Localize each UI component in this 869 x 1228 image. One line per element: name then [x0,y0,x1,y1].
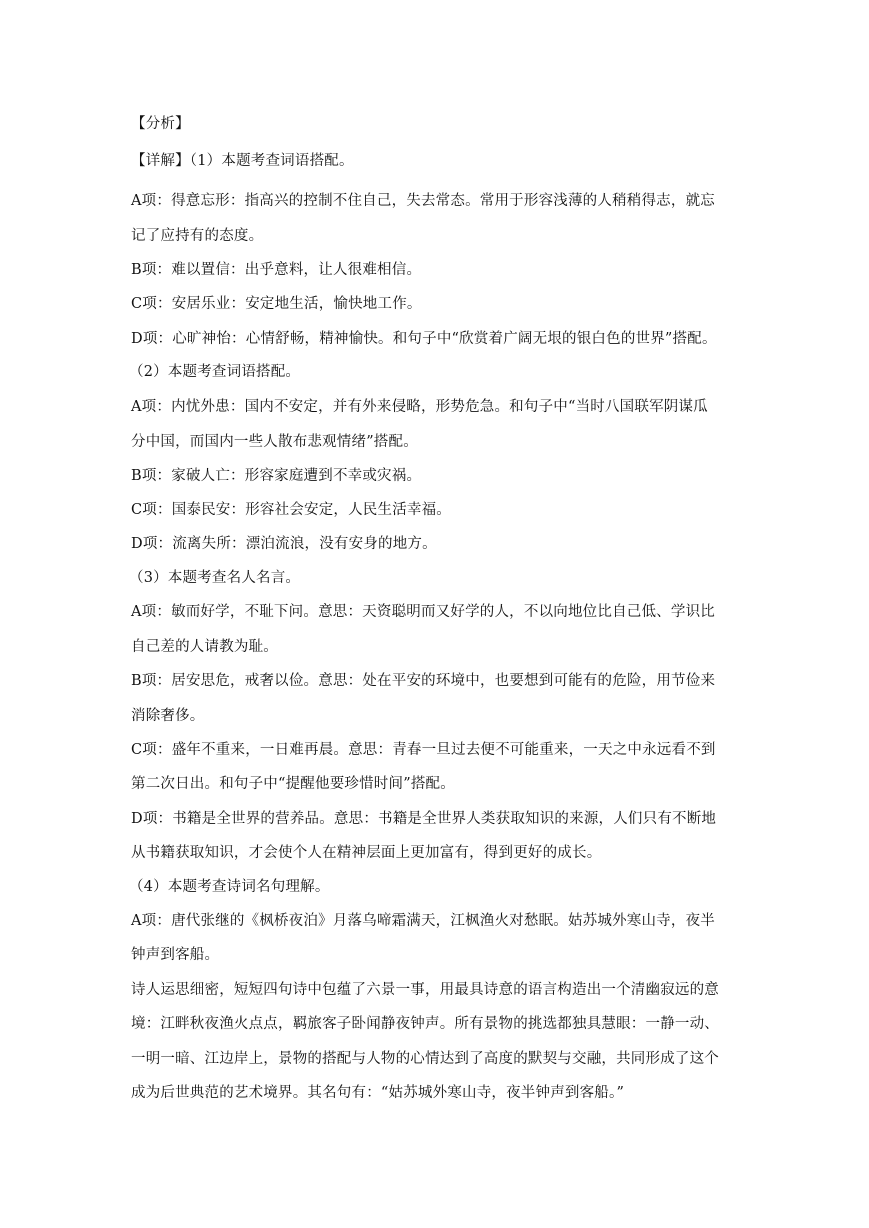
question-heading: （3）本题考查名人名言。 [129,570,301,586]
section-heading-analysis: 【分析】 [131,116,190,132]
text-line: A项：唐代张继的《枫桥夜泊》月落乌啼霜满天，江枫渔火对愁眠。姑苏城外寒山寺，夜半 [131,913,715,929]
text-line: C项：安居乐业：安定地生活，愉快地工作。 [131,296,422,312]
text-line: 从书籍获取知识，才会使个人在精神层面上更加富有，得到更好的成长。 [131,845,602,861]
text-line: C项：国泰民安：形容社会安定，人民生活幸福。 [131,502,451,518]
text-line: 一明一暗、江边岸上，景物的搭配与人物的心情达到了高度的默契与交融，共同形成了这个 [131,1051,719,1067]
text-line: 钟声到客船。 [131,947,220,963]
text-line: 消除奢侈。 [131,708,205,724]
text-line: A项：敏而好学，不耻下问。意思：天资聪明而又好学的人，不以向地位比自己低、学识比 [131,604,715,620]
text-line: 诗人运思细密，短短四句诗中包蕴了六景一事，用最具诗意的语言构造出一个清幽寂远的意 [131,982,719,998]
text-line: A项：内忧外患：国内不安定，并有外来侵略，形势危急。和句子中“当时八国联军阴谋瓜 [131,399,708,415]
text-line: B项：居安思危，戒奢以俭。意思：处在平安的环境中，也要想到可能有的危险，用节俭来 [131,673,716,689]
text-line: D项：书籍是全世界的营养品。意思：书籍是全世界人类获取知识的来源，人们只有不断地 [131,811,717,827]
text-line: D项：流离失所：漂泊流浪，没有安身的地方。 [131,536,437,552]
text-line: 成为后世典范的艺术境界。其名句有：“姑苏城外寒山寺，夜半钟声到客船。” [131,1085,625,1101]
text-line: A项：得意忘形：指高兴的控制不住自己，失去常态。常用于形容浅薄的人稍稍得志，就忘 [131,193,715,209]
section-heading-detail: 【详解】（1）本题考查词语搭配。 [131,153,354,169]
text-line: 分中国，而国内一些人散布悲观情绪”搭配。 [131,434,418,450]
text-line: 第二次日出。和句子中“提醒他要珍惜时间”搭配。 [131,776,455,792]
text-line: 境：江畔秋夜渔火点点，羁旅客子卧闻静夜钟声。所有景物的挑选都独具慧眼：一静一动、 [131,1016,719,1032]
text-line: C项：盛年不重来，一日难再晨。意思：青春一旦过去便不可能重来，一天之中永远看不到 [131,742,716,758]
text-line: B项：难以置信：出乎意料，让人很难相信。 [131,262,422,278]
text-line: 记了应持有的态度。 [131,228,264,244]
text-line: D项：心旷神怡：心情舒畅，精神愉快。和句子中“欣赏着广阔无垠的银白色的世界”搭配。 [131,331,717,347]
text-line: 自己差的人请教为耻。 [131,639,278,655]
text-line: B项：家破人亡：形容家庭遭到不幸或灾祸。 [131,468,422,484]
question-heading: （4）本题考查诗词名句理解。 [129,879,330,895]
question-heading: （2）本题考查词语搭配。 [129,364,301,380]
